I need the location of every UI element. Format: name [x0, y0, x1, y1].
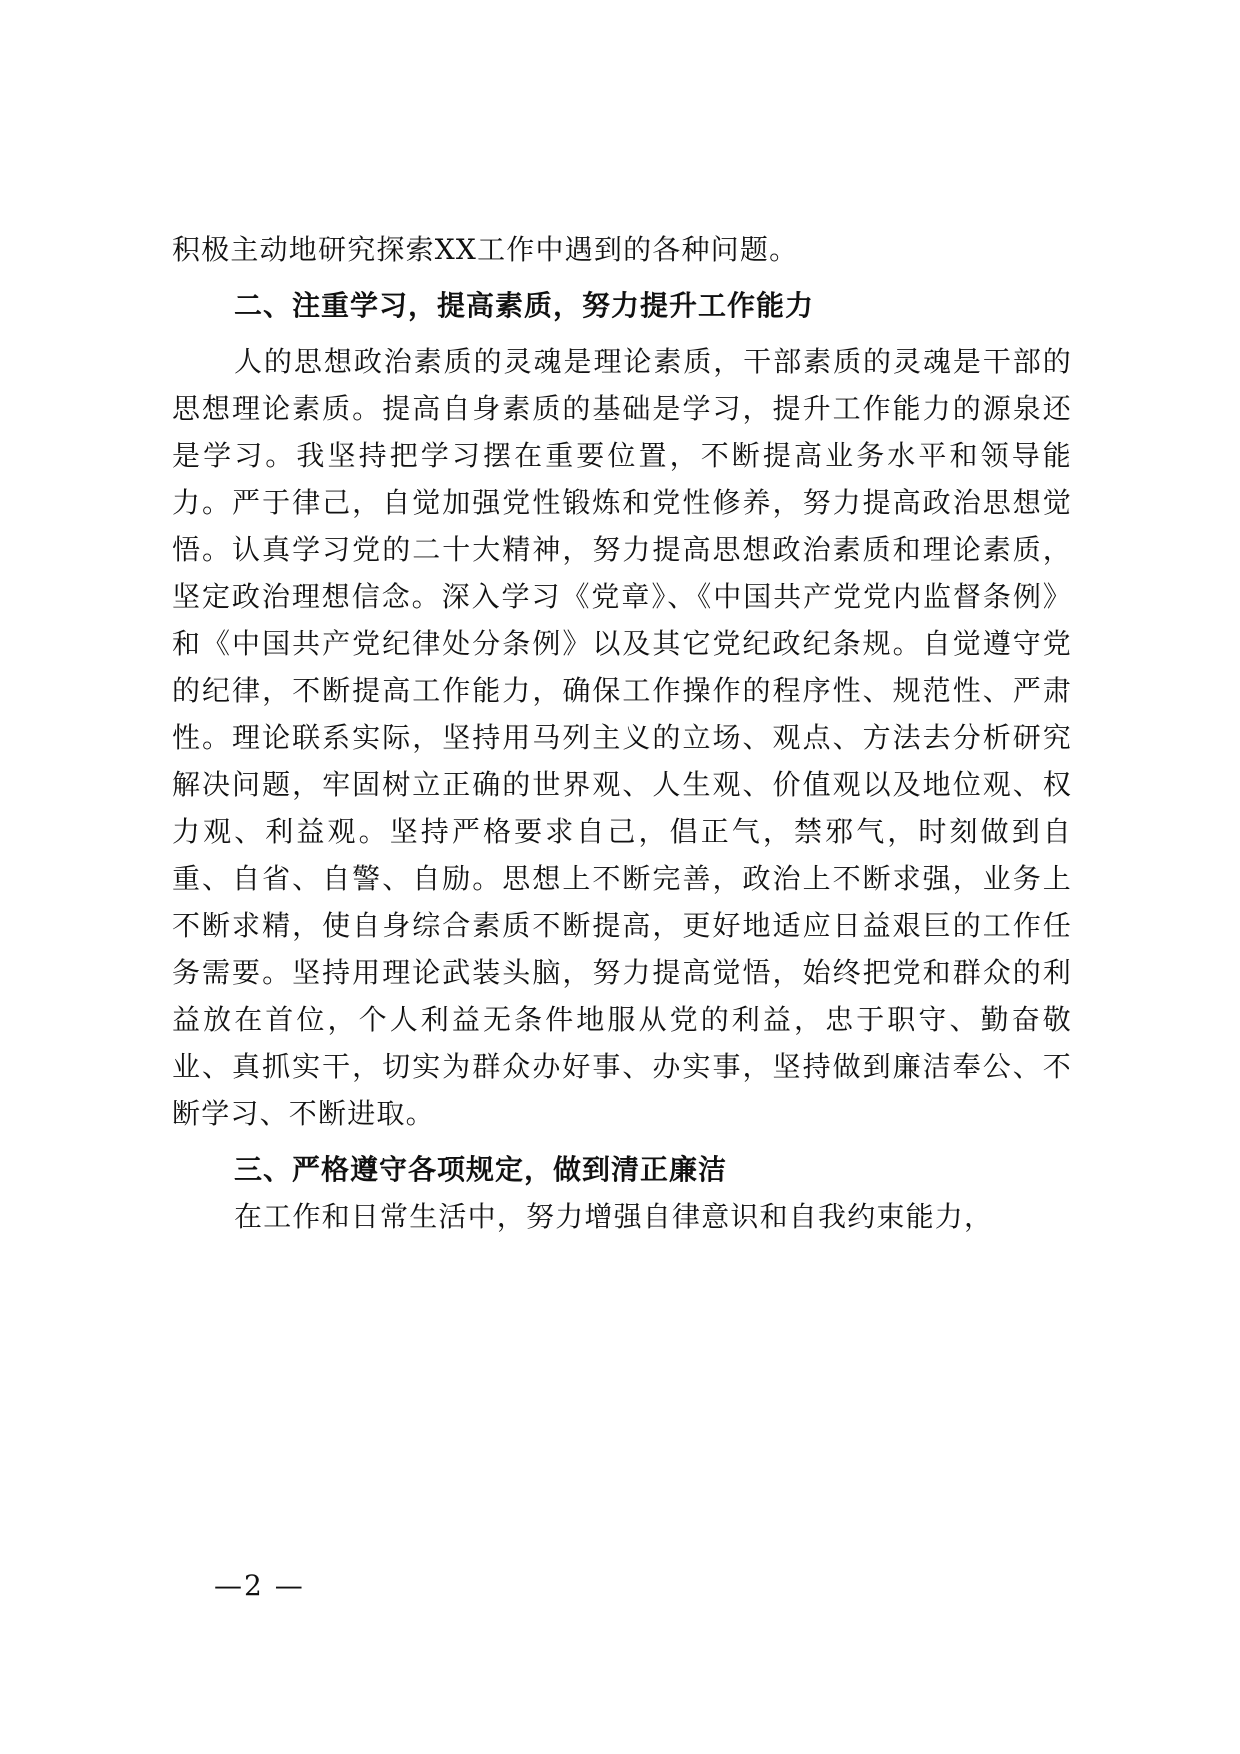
document-body: [172, 226, 1072, 1240]
paragraph-continued: 积极主动地研究探索XX工作中遇到的各种问题。: [172, 233, 799, 266]
paragraph-study: 人的思想政治素质的灵魂是理论素质，干部素质的灵魂是干部的思想理论素质。提高自身素质的基础是学习，提升工作能力的源泉还是学习。我坚持把学习摆在重要位置，不断提高业务水平和领导能力。严于律己，自觉加强党性锻炼和党性修养，努力提高政治思想觉悟。认真学习党的二十大精神，努力提高思想政治素质和理论素质，坚定政治理想信念。深入学习《党章》、《中国共产党党内监督条例》和《中国共产党纪律处分条例》以及其它党纪政纪条规。自觉遵守党的纪律，不断提高工作能力，确保工作操作的程序性、规范性、严肃性。理论联系实际，坚持用马列主义的立场、观点、方法去分析研究解决问题，牢固树立正确的世界观、人生观、价值观以及地位观、权力观、利益观。坚持严格要求自己，倡正气，禁邪气，时刻做到自重、自省、自警、自励。思想上不断完善，政治上不断求强，业务上不断求精，使自身综合素质不断提高，更好地适应日益艰巨的工作任务需要。坚持用理论武装头脑，努力提高觉悟，始终把党和群众的利益放在首位，个人利益无条件地服从党的利益，忠于职守、勤奋敬业、真抓实干，切实为群众办好事、办实事，坚持做到廉洁奉公、不断学习、不断进取。: [172, 345, 1072, 1130]
page-number: —2 —: [214, 1569, 305, 1602]
section-heading-3: 三、严格遵守各项规定，做到清正廉洁: [234, 1153, 728, 1186]
section-heading-2: 二、注重学习，提高素质，努力提升工作能力: [234, 289, 815, 322]
paragraph-discipline-start: 在工作和日常生活中，努力增强自律意识和自我约束能力，: [234, 1200, 994, 1233]
